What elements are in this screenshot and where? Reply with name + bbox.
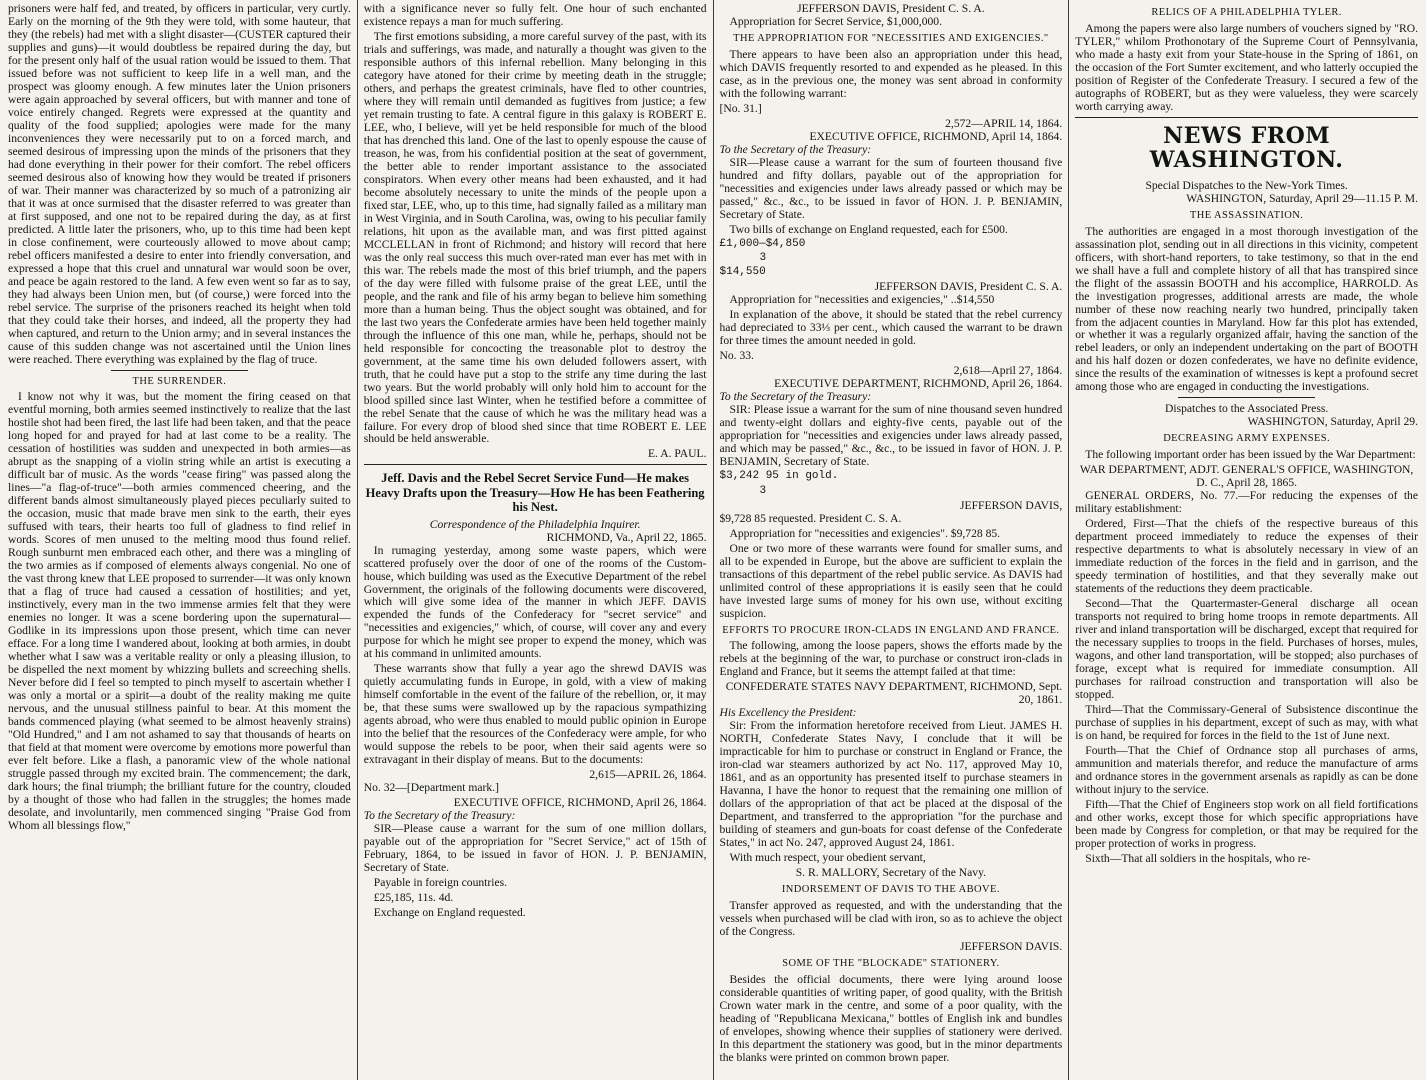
- letter-paragraph: SIR—Please cause a warrant for the sum of fourteen thousand five hundred and fifty dollars, payable out of the appropriation for "necessities and exigencies under laws already passed or which may be passed," &c., &c., to be issued in favor of HON. J. P. BENJAMIN, Secretary of State.: [719, 155, 1063, 221]
- column-2: [358, 0, 714, 1080]
- document-date: 2,572—APRIL 14, 1864.: [945, 116, 1063, 130]
- document-office: EXECUTIVE OFFICE, RICHMOND, April 26, 1864.: [453, 796, 707, 810]
- order-paragraph: Sixth—That all soldiers in the hospitals, who re-: [1085, 851, 1311, 865]
- document-number: [No. 31.]: [719, 101, 762, 115]
- divider: [111, 370, 248, 371]
- author-signature: E. A. PAUL.: [647, 447, 707, 461]
- letter-paragraph: Sir: From the information heretofore received from Lieut. JAMES H. NORTH, Confederate States Navy, I conclude that it will be impracticable for him to purchase or construct in England or France, the iron-clad war steamers authorized by act No. 117, approved May 10, 1861, and as an opportunity has presented itself to purchase steamers in Havanna, I have the honor to request that the remaining one million of dollars of the appropriation of that act be placed at the disposal of the Department, and transferred to the appropriation "for the purchase and building of steamers and gun-boats for coast defense of the Confederate States," in act No. 247, approved August 24, 1861.: [719, 719, 1063, 850]
- amount-line: 3: [759, 251, 767, 264]
- salutation: To the Secretary of the Treasury:: [719, 142, 872, 156]
- signature-line: S. R. MALLORY, Secretary of the Navy.: [795, 866, 987, 880]
- section-heading: INDORSEMENT OF DAVIS TO THE ABOVE.: [781, 884, 1000, 896]
- amount-line: $14,550: [719, 266, 766, 279]
- document-office: EXECUTIVE OFFICE, RICHMOND, April 14, 1864.: [809, 129, 1063, 143]
- document-mark: No. 32—[Department mark.]: [363, 781, 499, 795]
- letter-paragraph: SIR: Please issue a warrant for the sum of nine thousand seven hundred and twenty-eight dollars and eighty-five cents, payable out of the appropriation for "necessities and exigencies under laws already passed, and which may be passed," &c., &c., to be issued in favor of HON. J. P. BENJAMIN, Secretary of State.: [719, 403, 1063, 469]
- article-paragraph: In explanation of the above, it should be stated that the rebel currency had depreciated to 33⅓ per cent., which caused the warrant to be drawn for three times the amount needed in gold.: [719, 308, 1063, 348]
- order-paragraph: Second—That the Quartermaster-General discharge all ocean transports not required to bring home troops in remote departments. All river and inland transportation will be discharged, except that required for the necessary supplies to troops in the field. Purchases of horses, mules, wagons, and other land transportation, will be stopped; also purchases of forage, except what is required for immediate consumption. All purchases for railroad construction and transportation will also be stopped.: [1075, 596, 1418, 701]
- divider: [1178, 397, 1315, 398]
- article-paragraph: The following, among the loose papers, shows the efforts made by the rebels at the beginning of the war, to purchase or construct iron-clads in England and France, but it seems the attempt failed at that time:: [719, 639, 1063, 679]
- signature-line: JEFFERSON DAVIS.: [960, 939, 1063, 953]
- article-paragraph: One or two more of these warrants were found for smaller sums, and all to be expended in Europe, but the above are sufficient to explain the transactions of this department of the rebel public service. As DAVIS had unlimited control of these appropriations it is easily seen that he could have invested large sums of money for his own use, without exciting suspicion.: [719, 541, 1063, 620]
- dateline: RICHMOND, Va., April 22, 1865.: [546, 530, 707, 544]
- section-heading: THE APPROPRIATION FOR "NECESSITIES AND EXIGENCIES.": [733, 32, 1049, 44]
- section-heading: THE ASSASSINATION.: [1189, 209, 1304, 221]
- article-paragraph: I know not why it was, but the moment the firing ceased on that eventful morning, both armies seemed instinctively to realize that the last hostile shot had been fired, the last life had been taken, and that the peace long hoped for and prayed for had at last come to be a reality. The cessation of hostilities was sudden and unexpected in both armies—as abrupt as the snapping of a violin string while an artist is executing a difficult bar of music. As the words "cease firing" was passed along the lines—"a flag-of-truce"—both armies commenced cheering, and the different bands almost simultaneously played pieces peculiarly suited to the occasion, music that made brave men sink to the earth, their eyes suffused with tears, their hearts too full of gladness to find relief in words. Scores of men unused to the melting mood thus found relief. Rough sunburnt men embraced each other, and there was a mingling of the two armies as if composed of elements always congenial. No one of the vast throng knew that LEE proposed to surrender—it was only known that a flag of truce had caused a cessation of hostilities; and yet, instinctively, every man in the two immense armies felt that they were enemies no longer. It was a scene bordering upon the supernatural—Godlike in its impressions upon those present, which time can never efface. For a long time I wandered about, looking at both armies, in doubt whether what I saw was a veritable reality or only a pleasing illusion, to be dispelled the next moment by whizzing bullets and screeching shells. Never before did I feel so tempted to pinch myself to ascertain whether I was only a mortal or a spirit—a doubt of the reality making me quite nervous, and the unusual stillness painful to bear. At this moment the bands commenced playing (what seemed to be almost heavenly strains) "Old Hundred," and I am not ashamed to say that thousands of hearts on that field at that moment were overcome by emotions more powerful than ever felt before. Like a flash, a panoramic view of the whole national struggle passed through my excited brain. The commencement; the dark, dark hours; the final triumph; the brilliant future for the country, clouded by a thought of those who had fallen in the struggles; the homes made desolate, and involuntarily, men commenced singing "Praise God from Whom all blessings flow,": [8, 390, 351, 832]
- correspondence-line: Correspondence of the Philadelphia Inquirer.: [429, 517, 641, 531]
- appropriation-line: Appropriation for Secret Service, $1,000,000.: [729, 14, 942, 28]
- salutation: To the Secretary of the Treasury:: [719, 390, 872, 404]
- document-number: 2,615—APRIL 26, 1864.: [589, 768, 707, 782]
- signature-line: JEFFERSON DAVIS,: [960, 498, 1063, 512]
- document-office: EXECUTIVE DEPARTMENT, RICHMOND, April 26, 1864.: [774, 377, 1063, 391]
- article-paragraph: Besides the official documents, there were lying around loose considerable quantities of writing paper, of good quality, with the British Crown water mark in the centre, and some of a poor quality, with the heading of "Republicana Mexicana," bottles of English ink and bundles of envelopes, showing whence their supplies of stationery were derived. In this department the stationery was good, but in the minor departments the blanks were printed on common brown paper.: [719, 972, 1063, 1064]
- salutation: To the Secretary of the Treasury:: [363, 809, 516, 823]
- amount-line: $9,728 85 requested. President C. S. A.: [719, 511, 902, 525]
- document-date: 2,618—April 27, 1864.: [953, 364, 1063, 378]
- document-office: CONFEDERATE STATES NAVY DEPARTMENT, RICHMOND, Sept. 20, 1861.: [725, 680, 1063, 707]
- article-paragraph: These warrants show that fully a year ago the shrewd DAVIS was quietly accumulating funds in Europe, in gold, with a view of making himself comfortable in the event of the failure of the rebellion, or, it may be, that these sums were swallowed up by the rapacious sympathizing agents abroad, who were thus enabled to mould public opinion in Europe into the belief that the resources of the Confederacy were ample, for who would suppose the rebels to be poor, when their said agents were so extravagant in their display of means. But to the documents:: [363, 662, 707, 767]
- article-paragraph: The following important order has been issued by the War Department:: [1085, 448, 1416, 462]
- article-paragraph: GENERAL ORDERS, No. 77.—For reducing the expenses of the military establishment:: [1075, 489, 1418, 516]
- column-1: [2, 0, 358, 1080]
- order-paragraph: Fifth—That the Chief of Engineers stop work on all field fortifications and other works, except those for which specific appropriations have been made by Congress for completion, or that may be required for the proper protection of works in progress.: [1075, 797, 1418, 850]
- letter-line: Payable in foreign countries.: [373, 876, 508, 890]
- article-paragraph: The first emotions subsiding, a more careful survey of the past, with its trials and sufferings, was made, and naturally a thought was given to the responsible authors of this infernal rebellion. Many belonging in this category have atoned for their crime by meeting death in the struggle; others, and perhaps the greatest criminals, have fled to other countries, where they will remain until demanded as fugitives from justice; a few yet remain trusting to fate. A central figure in this galaxy is ROBERT E. LEE, who, I believe, will yet be held responsible for much of the blood that has drenched this land. One of the last to openly espouse the cause of treason, he was, from his confidential position at the seat of government, the better able to render important assistance to the associated conspirators. When every other means had been exhausted, and it had become absolutely necessary to unite the minds of the people upon a fixed star, LEE, who, up to this time, had signally failed as a military man in West Virginia, and in South Carolina, was, owing to his peculiar family relations, hit upon as the available man, and was first pitted against MCCLELLAN in front of Richmond; and history will record that here was the only real success this much over-rated man ever has met with in this war. The rebels made the most of this brief triumph, and the papers of the day were filled with fulsome praise of the great LEE, until the people, and the rank and file of his army began to believe him something more than a human being. Thus the object sought was obtained, and for the last two years the Confederate armies have been held together mainly through the influence of this one man, while he, perhaps, should not be held responsible for concocting the treasonable plot to destroy the government, at the same time his own deluded followers assert, with truth, that he could have put a stop to the strife any time during the last two years. But the world probably will only hold him to account for the blood spilled since last Winter, when he testified before a committee of the rebel Senate that the cause of which he was the military head was a failure. For every drop of blood shed since that time ROBERT E. LEE should be held answerable.: [363, 29, 707, 446]
- signature-line: JEFFERSON DAVIS, President C. S. A.: [797, 2, 985, 15]
- document-number: No. 33.: [719, 349, 754, 363]
- order-paragraph: Fourth—That the Chief of Ordnance stop all purchases of arms, ammunition and materials therefor, and reduce the manufacture of arms and ordnance stores in the government arsenals as rapidly as can be done without injury to the service.: [1075, 743, 1418, 796]
- column-4: [1069, 0, 1424, 1080]
- section-heading: THE SURRENDER.: [132, 375, 227, 387]
- article-headline: Jeff. Davis and the Rebel Secret Service Fund—He makes Heavy Drafts upon the Treasury—How He has been Feathering his Nest.: [365, 471, 705, 515]
- letter-paragraph: SIR—Please cause a warrant for the sum of one million dollars, payable out of the appropriation for "Secret Service," act of 15th of February, 1864, to be issued in favor of HON. J. P. BENJAMIN, Secretary of State.: [363, 822, 707, 875]
- dispatch-source: Dispatches to the Associated Press.: [1164, 402, 1329, 416]
- article-paragraph: In rumaging yesterday, among some waste papers, which were scattered profusely over the door of one of the rooms of the Custom-house, which building was used as the Executive Department of the rebel Government, the originals of the following documents were discovered, which will give some idea of the manner in which JEFF. DAVIS expended the funds of the Confederacy for "secret service" and "necessities and exigencies," which, of course, will cover any and every purpose for which he might see proper to expend the money, which was at his command in unlimited amounts.: [363, 543, 707, 661]
- section-heading: DECREASING ARMY EXPENSES.: [1163, 433, 1331, 445]
- dispatch-source: Special Dispatches to the New-York Times.: [1145, 178, 1348, 192]
- amount-line: $3,242 95 in gold.: [719, 470, 839, 483]
- amount-line: £1,000—$4,850: [719, 237, 806, 250]
- article-paragraph: prisoners were half fed, and treated, by officers in particular, very curtly. Early on the morning of the 9th they were told, with some hauteur, that they (the rebels) had met with a slight disaster—(CUSTER captured their supplies and guns)—it would doubtless be repaired during the day, but for the present only half of the usual ration would be issued to them. That issued before was not sufficient to keep life in a well man, and the prospect was gloomy enough. A few minutes later the Union prisoners were again approached by several officers, but with manner and tone of voice entirely changed. Regrets were expressed at the quantity and quality of the food supplied; apologies were made for the many inconveniences they were necessarily put to on a forced march, and seemed desirous of impressing upon the minds of the prisoners that they had done everything in their power for their comfort. The rebel officers seemed desirous also of knowing how they would be treated if prisoners of war. Their manner was characterized by so much of a patronizing air that it was at once surmised that the disaster referred to was greater than at first supposed, and one not to be repaired during the day, as at first predicted. A little later the prisoners, who, up to this time had been kept in close confinement, were courteously allowed to move about camp; rebel officers manifested a desire to enter into friendly conversation, and expressed a hope that this cruel and unnatural war would soon be over, and peace be again restored to the land. A few even went so far as to say, they had always been Union men, but (of course,) were forced into the rebel service. The surprise of the prisoners reached its height when told that they could take their horses, and indeed, all the property they had when captured, and return to the Union army; and in several instances the cause of this sudden change was not ascertained until the Union lines were reached. There everything was explained by the flag of truce.: [8, 2, 351, 366]
- salutation: His Excellency the President:: [719, 706, 857, 720]
- document-office: WAR DEPARTMENT, ADJT. GENERAL'S OFFICE, WASHINGTON, D. C., April 28, 1865.: [1079, 463, 1414, 490]
- section-heading: EFFORTS TO PROCURE IRON-CLADS IN ENGLAND AND FRANCE.: [722, 624, 1060, 636]
- signature-line: JEFFERSON DAVIS, President C. S. A.: [874, 280, 1063, 294]
- article-paragraph: with a significance never so fully felt. One hour of such enchanted existence repays a man for much suffering.: [363, 2, 707, 28]
- article-paragraph: The authorities are engaged in a most thorough investigation of the assassination plot, sending out in all directions in this vicinity, competent officers, with short-hand reporters, to take testimony, so that in the end we shall have a full and complete history of all that has transpired since the flight of the assassin BOOTH and his accomplice, HARROLD. As the investigation progresses, additional arrests are made, the whole number of these now reaching nearly two hundred, principally taken from the adjacent counties in Maryland. How far this plot has extended, or whether it was a regularly organized affair, having the sanction of the rebel leaders, or only an independent undertaking on the part of BOOTH and his half dozen or dozen confederates, we have no definite evidence, since the results of the examination of witnesses is kept a profound secret among those who are engaged in conducting the investigations.: [1075, 224, 1418, 394]
- amount-line: 3: [759, 484, 767, 497]
- order-paragraph: Third—That the Commissary-General of Subsistence discontinue the purchase of supplies in his department, except of such as may, with what is on hand, be required for forces in the field to the 1st of June next.: [1075, 702, 1418, 742]
- section-heading: RELICS OF A PHILADELPHIA TYLER.: [1151, 7, 1342, 18]
- divider: [364, 464, 707, 465]
- section-heading: SOME OF THE "BLOCKADE" STATIONERY.: [782, 957, 1000, 969]
- section-masthead: NEWS FROM WASHINGTON.: [1149, 122, 1344, 174]
- dateline: WASHINGTON, Saturday, April 29.: [1247, 415, 1418, 429]
- article-paragraph: Transfer approved as requested, and with the understanding that the vessels when purchased will be clad with iron, so as to achieve the object of the Congress.: [719, 898, 1063, 938]
- order-paragraph: Ordered, First—That the chiefs of the respective bureaus of this department proceed immediately to reduce the expenses of their respective departments to what is absolutely necessary in view of an immediate reduction of the forces in the field and in garrison, and the speedy termination of hostilities, and that they severally make out statements of the reductions they deem practicable.: [1075, 517, 1418, 595]
- article-paragraph: Among the papers were also large numbers of vouchers signed by "RO. TYLER," whilom Prothonotary of the Supreme Court of Pennsylvania, who made a hasty exit from your State-house in the Spring of 1861, on the occasion of the Fort Sumter excitement, and who latterly occupied the position of Register of the Confederate Treasury. I secured a few of the autographs of ROBERT, but as they were valueless, they were scarcely worth carrying away.: [1075, 21, 1418, 113]
- divider: [1075, 117, 1418, 118]
- letter-line: Two bills of exchange on England requested, each for £500.: [729, 222, 1008, 236]
- dateline: WASHINGTON, Saturday, April 29—11.15 P. M.: [1186, 191, 1418, 205]
- article-paragraph: There appears to have been also an appropriation under this head, which DAVIS frequently resorted to and expended as he pleased. In this case, as in the previous one, the money was sent abroad in conformity with the following warrant:: [719, 47, 1063, 100]
- appropriation-line: Appropriation for "necessities and exigencies". $9,728 85.: [729, 526, 1001, 540]
- letter-line: Exchange on England requested.: [373, 906, 526, 920]
- letter-line: With much respect, your obedient servant,: [729, 851, 926, 865]
- letter-line: £25,185, 11s. 4d.: [373, 891, 454, 905]
- column-3: [714, 0, 1070, 1080]
- appropriation-line: Appropriation for "necessities and exigencies," ..$14,550: [729, 293, 995, 307]
